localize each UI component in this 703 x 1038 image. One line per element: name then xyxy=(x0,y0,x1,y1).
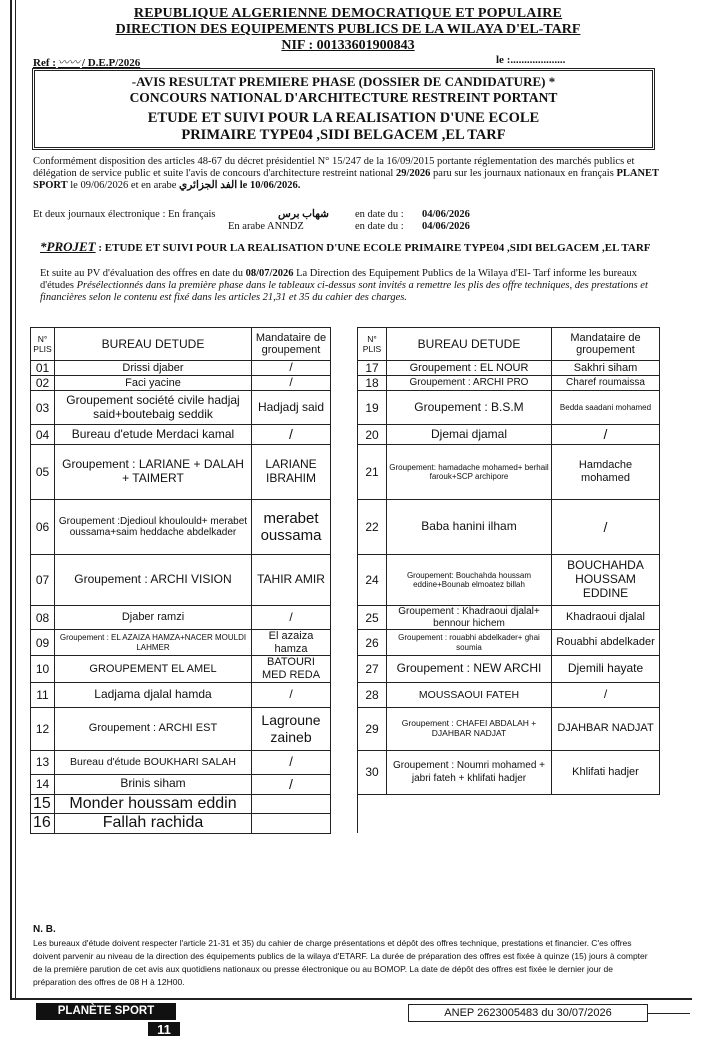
bureau-name: Groupement : CHAFEI ABDALAH + DJAHBAR NADJAT xyxy=(387,707,552,750)
ejournal-ar-label: En arabe ANNDZ xyxy=(228,221,304,232)
bureau-name: Groupement : EL AZAIZA HAMZA+NACER MOULDI LAHMER xyxy=(55,630,252,656)
plis-number: 18 xyxy=(358,376,387,391)
bureau-name: Djemai djamal xyxy=(387,425,552,445)
mandataire-name: BOUCHAHDA HOUSSAM EDDINE xyxy=(552,555,660,606)
intro-text: le 10/06/2026. xyxy=(237,180,301,191)
intro-newspaper-ar: الفد الجزائري xyxy=(179,180,238,191)
bureau-name: GROUPEMENT EL AMEL xyxy=(55,656,252,682)
plis-number: 15 xyxy=(31,794,55,813)
plis-number: 07 xyxy=(31,555,55,606)
bureau-name: Groupement : rouabhi abdelkader+ ghai soumia xyxy=(387,630,552,656)
mandataire-name: / xyxy=(552,500,660,555)
table-row xyxy=(31,391,660,425)
project-label: *PROJET xyxy=(40,239,96,254)
table-row xyxy=(31,750,660,774)
plis-number: 20 xyxy=(358,425,387,445)
header-republic: REPUBLIQUE ALGERIENNE DEMOCRATIQUE ET POPULAIRE xyxy=(133,6,563,21)
pv-text: La Direction des Equipement Publics de la Wilaya d'El- Tarf informe les bureaux d'études xyxy=(40,268,638,291)
table-gap xyxy=(331,707,358,750)
bureau-name: Ladjama djalal hamda xyxy=(55,682,252,707)
ejournal-fr-date-label: en date du : xyxy=(355,209,404,220)
plis-number: 29 xyxy=(358,707,387,750)
plis-number: 27 xyxy=(358,656,387,682)
plis-number: 13 xyxy=(31,750,55,774)
ejournal-ar-date: 04/06/2026 xyxy=(422,221,470,232)
header-num: N° PLIS xyxy=(358,328,387,361)
table-gap xyxy=(331,361,358,376)
table-row xyxy=(31,425,660,445)
bureau-name: Faci yacine xyxy=(55,376,252,391)
header-bureau: BUREAU DETUDE xyxy=(387,328,552,361)
mandataire-name: DJAHBAR NADJAT xyxy=(552,707,660,750)
table-gap xyxy=(331,774,358,794)
mandataire-name: LARIANE IBRAHIM xyxy=(252,445,331,500)
results-table xyxy=(30,327,660,834)
table-row xyxy=(31,376,660,391)
page-frame-left xyxy=(10,0,16,1000)
plis-number: 24 xyxy=(358,555,387,606)
notice-line-2: CONCOURS NATIONAL D'ARCHITECTURE RESTREINT PORTANT xyxy=(129,90,558,105)
bureau-name: Groupement : Noumri mohamed + jabri fateh + khlifati hadjer xyxy=(387,750,552,794)
mandataire-name: / xyxy=(252,376,331,391)
header-direction: DIRECTION DES EQUIPEMENTS PUBLICS DE LA WILAYA D'EL-TARF xyxy=(115,22,581,37)
table-gap xyxy=(331,425,358,445)
mandataire-name xyxy=(252,794,331,813)
plis-number: 05 xyxy=(31,445,55,500)
table-row xyxy=(31,555,660,606)
mandataire-name: / xyxy=(252,774,331,794)
plis-number: 22 xyxy=(358,500,387,555)
table-gap xyxy=(331,630,358,656)
reference-code: / D.E.P/2026 xyxy=(81,57,141,69)
plis-number: 02 xyxy=(31,376,55,391)
mandataire-name: Charef roumaissa xyxy=(552,376,660,391)
mandataire-name: Bedda saadani mohamed xyxy=(552,391,660,425)
bureau-name: Bureau d'étude BOUKHARI SALAH xyxy=(55,750,252,774)
mandataire-name: Khadraoui djalal xyxy=(552,606,660,630)
bureau-name: MOUSSAOUI FATEH xyxy=(387,682,552,707)
plis-number: 10 xyxy=(31,656,55,682)
table-row xyxy=(31,445,660,500)
table-row xyxy=(31,500,660,555)
project-text: : ETUDE ET SUIVI POUR LA REALISATION D'UNE ECOLE PRIMAIRE TYPE04 ,SIDI BELGACEM ,EL TARF xyxy=(98,242,651,254)
plis-number: 25 xyxy=(358,606,387,630)
mandataire-name: BATOURI MED REDA xyxy=(252,656,331,682)
bureau-name: Fallah rachida xyxy=(55,813,252,833)
table-gap xyxy=(331,682,358,707)
ejournal-label: Et deux journaux électronique : En français xyxy=(33,209,216,220)
mandataire-name: Djemili hayate xyxy=(552,656,660,682)
plis-number: 03 xyxy=(31,391,55,425)
table-gap xyxy=(331,555,358,606)
date-placeholder: le :.................... xyxy=(496,54,566,66)
table-row xyxy=(31,656,660,682)
mandataire-name: Sakhri siham xyxy=(552,361,660,376)
mandataire-name: / xyxy=(252,750,331,774)
mandataire-name: / xyxy=(252,682,331,707)
table-gap xyxy=(331,376,358,391)
page-frame-bottom xyxy=(10,998,692,1000)
plis-number: 30 xyxy=(358,750,387,794)
pv-text-italic: Présélectionnés dans la première phase dans le tableaux ci-dessus sont invités a remettre les plis des offre techniques, des prestations et financières selon le contenu est fixé dans les articles 21,31 et 35 du cahier des charges. xyxy=(40,280,648,303)
mandataire-name xyxy=(252,813,331,833)
table-empty xyxy=(358,813,660,833)
nb-title: N. B. xyxy=(33,924,56,935)
footer-brand: PLANÈTE SPORT xyxy=(36,1003,176,1020)
table-gap xyxy=(331,391,358,425)
table-header-row xyxy=(31,328,660,361)
plis-number: 09 xyxy=(31,630,55,656)
plis-number: 01 xyxy=(31,361,55,376)
header-mandataire: Mandataire de groupement xyxy=(252,328,331,361)
table-gap xyxy=(331,813,358,833)
bureau-name: Groupement : ARCHI VISION xyxy=(55,555,252,606)
pv-text: Et suite au PV d'évaluation des offres en date du xyxy=(40,268,246,279)
table-gap xyxy=(331,750,358,774)
bureau-name: Groupement :Djedioul khoulould+ merabet oussama+saim heddache abdelkader xyxy=(55,500,252,555)
table-row xyxy=(31,813,660,833)
anep-rule xyxy=(648,1013,690,1014)
mandataire-name: / xyxy=(252,425,331,445)
bureau-name: Brinis siham xyxy=(55,774,252,794)
table-gap xyxy=(331,445,358,500)
pv-paragraph xyxy=(40,268,660,304)
header-nif: NIF : 00133601900843 xyxy=(281,38,415,53)
plis-number: 21 xyxy=(358,445,387,500)
ejournal-ar-date-label: en date du : xyxy=(355,221,404,232)
bureau-name: Monder houssam eddin xyxy=(55,794,252,813)
bureau-name: Groupement : EL NOUR xyxy=(387,361,552,376)
mandataire-name: Rouabhi abdelkader xyxy=(552,630,660,656)
mandataire-name: / xyxy=(252,361,331,376)
bureau-name: Groupement : ARCHI PRO xyxy=(387,376,552,391)
plis-number: 12 xyxy=(31,707,55,750)
header-num: N° PLIS xyxy=(31,328,55,361)
mandataire-name: Khlifati hadjer xyxy=(552,750,660,794)
table-gap xyxy=(331,328,358,361)
mandataire-name: El azaiza hamza xyxy=(252,630,331,656)
mandataire-name: merabet oussama xyxy=(252,500,331,555)
plis-number: 26 xyxy=(358,630,387,656)
page-number: 11 xyxy=(148,1022,180,1036)
table-row xyxy=(31,606,660,630)
plis-number: 11 xyxy=(31,682,55,707)
plis-number: 14 xyxy=(31,774,55,794)
bureau-name: Groupement : ARCHI EST xyxy=(55,707,252,750)
table-gap xyxy=(331,656,358,682)
bureau-name: Baba hanini ilham xyxy=(387,500,552,555)
intro-number: 29/2026 xyxy=(395,168,431,179)
bureau-name: Bureau d'etude Merdaci kamal xyxy=(55,425,252,445)
mandataire-name: Hamdache mohamed xyxy=(552,445,660,500)
notice-line-1: -AVIS RESULTAT PREMIERE PHASE (DOSSIER DE CANDIDATURE) * xyxy=(131,74,556,89)
mandataire-name: / xyxy=(552,425,660,445)
intro-text: paru sur les journaux nationaux en français xyxy=(430,168,617,179)
plis-number: 28 xyxy=(358,682,387,707)
anep-reference: ANEP 2623005483 du 30/07/2026 xyxy=(408,1004,648,1022)
plis-number: 16 xyxy=(31,813,55,833)
bureau-name: Djaber ramzi xyxy=(55,606,252,630)
electronic-journals xyxy=(33,209,470,233)
notice-title-box xyxy=(32,68,655,150)
reference-label: Ref : xyxy=(33,57,56,69)
ejournal-fr-name: شهاب برس xyxy=(278,209,329,220)
pv-date: 08/07/2026 xyxy=(245,268,294,279)
mandataire-name: / xyxy=(552,682,660,707)
bureau-name: Groupement : LARIANE + DALAH + TAIMERT xyxy=(55,445,252,500)
plis-number: 17 xyxy=(358,361,387,376)
table-row xyxy=(31,682,660,707)
mandataire-name: Hadjadj said xyxy=(252,391,331,425)
mandataire-name: Lagroune zaineb xyxy=(252,707,331,750)
table-row xyxy=(31,707,660,750)
mandataire-name: / xyxy=(252,606,331,630)
table-row xyxy=(31,630,660,656)
bureau-name: Drissi djaber xyxy=(55,361,252,376)
bureau-name: Groupement: hamadache mohamed+ berhail farouk+SCP archipore xyxy=(387,445,552,500)
bureau-name: Groupement : Khadraoui djalal+ bennour hichem xyxy=(387,606,552,630)
plis-number: 19 xyxy=(358,391,387,425)
intro-text: Conformément disposition des articles 48-67 du décret présidentiel N° 15/247 de la 16/09/2015 portante réglementation des marchés publics et délégation de service public et suite l'avis de concours d'architecture restreint national xyxy=(33,156,635,179)
table-row xyxy=(31,361,660,376)
notice-line-4: PRIMAIRE TYPE04 ,SIDI BELGACEM ,EL TARF xyxy=(181,127,506,143)
table-gap xyxy=(331,794,358,813)
header-mandataire: Mandataire de groupement xyxy=(552,328,660,361)
intro-paragraph xyxy=(33,156,663,192)
handwritten-signature: 〰〰 xyxy=(57,57,80,69)
plis-number: 06 xyxy=(31,500,55,555)
table-gap xyxy=(331,500,358,555)
table-row xyxy=(31,794,660,813)
ejournal-fr-date: 04/06/2026 xyxy=(422,209,470,220)
plis-number: 08 xyxy=(31,606,55,630)
bureau-name: Groupement : B.S.M xyxy=(387,391,552,425)
bureau-name: Groupement : NEW ARCHI xyxy=(387,656,552,682)
plis-number: 04 xyxy=(31,425,55,445)
mandataire-name: TAHIR AMIR xyxy=(252,555,331,606)
table-empty xyxy=(358,794,660,813)
project-heading xyxy=(40,241,660,254)
table-gap xyxy=(331,606,358,630)
notice-line-3: ETUDE ET SUIVI POUR LA REALISATION D'UNE ECOLE xyxy=(147,110,540,126)
intro-text: le 09/06/2026 et en arabe xyxy=(67,180,180,191)
nb-text: Les bureaux d'étude doivent respecter l'article 21-31 et 35) du cahier de charge présentations et dépôt des offres technique, prestations et financier. C'es offres doivent parvenir au niveau de la direction des équipements publics de la wilaya d'ETARF. La durée de préparation des offres est fixée à quinze (15) jours à compter de la première parution de cet avis aux quotidiens nationaux ou presse électronique ou au BOMOP. La date de dépôt des offres est fixée le dernier jour de préparation des offres de 08 H à 12H00. xyxy=(33,938,648,987)
bureau-name: Groupement: Bouchahda houssam eddine+Bounab elmoatez billah xyxy=(387,555,552,606)
bureau-name: Groupement société civile hadjaj said+boutebaig seddik xyxy=(55,391,252,425)
intro-newspaper-fr: PLANET SPORT xyxy=(33,168,659,191)
header-bureau: BUREAU DETUDE xyxy=(55,328,252,361)
